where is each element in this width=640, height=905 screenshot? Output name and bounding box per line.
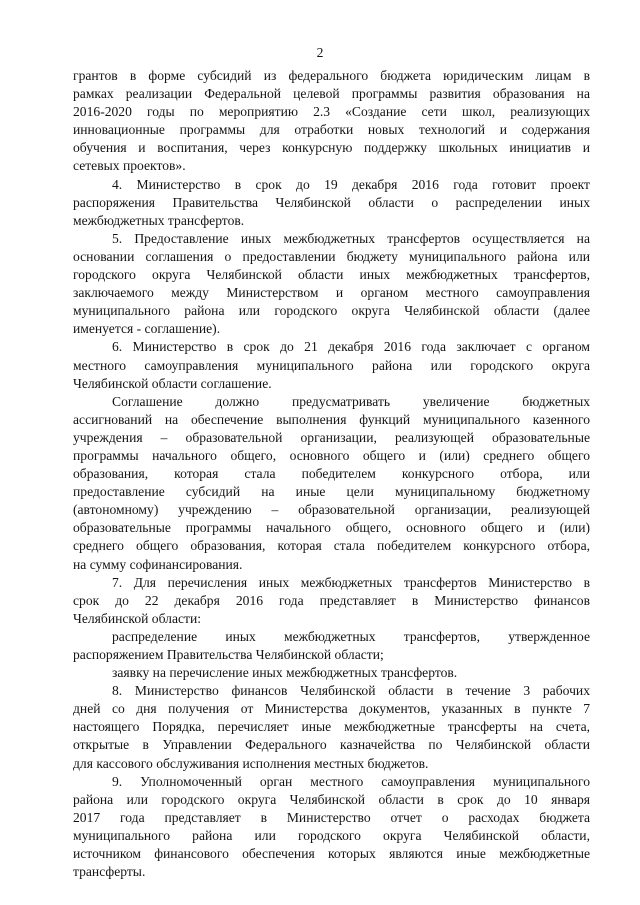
- text-line: (автономному) учреждению – образовательной организации, реализующей: [73, 502, 590, 518]
- text-line: программы начального общего, основного общего и (или) среднего общего: [73, 447, 590, 463]
- text-line: заявку на перечисление иных межбюджетных трансфертов.: [112, 665, 458, 681]
- text-line: инновационные программы для отработки новых технологий и содержания: [73, 122, 590, 138]
- text-line: открытые в Управлении Федерального казначейства по Челябинской области: [73, 737, 590, 753]
- text-line: настоящего Порядка, перечисляет иные межбюджетные трансферты на счета,: [73, 719, 590, 735]
- text-line: муниципального района или городского округа Челябинской области (далее: [73, 303, 590, 319]
- text-line: Челябинской области соглашение.: [73, 375, 272, 391]
- text-line: дней со дня получения от Министерства документов, указанных в пункте 7: [73, 701, 590, 717]
- text-line: распоряжением Правительства Челябинской области;: [73, 647, 384, 662]
- text-line: Челябинской области:: [73, 610, 202, 626]
- text-line: основании соглашения о предоставлении бюджету муниципального района или: [73, 248, 590, 264]
- text-line: образования, которая стала победителем конкурсного отбора, или: [73, 466, 590, 482]
- text-line: 7. Для перечисления иных межбюджетных трансфертов Министерство в: [112, 574, 590, 590]
- text-line: обучения и воспитания, через конкурсную поддержку школьных инициатив и: [73, 140, 590, 156]
- text-line: муниципального района или городского округа Челябинской области,: [73, 827, 590, 843]
- text-line: 5. Предоставление иных межбюджетных трансфертов осуществляется на: [112, 230, 590, 246]
- text-line: среднего общего образования, которая стала победителем конкурсного отбора,: [73, 538, 590, 554]
- text-line: рамках реализации Федеральной целевой программы развития образования на: [73, 86, 590, 102]
- text-line: Соглашение должно предусматривать увеличение бюджетных: [112, 393, 590, 409]
- text-line: трансферты.: [73, 864, 146, 880]
- text-line: на сумму софинансирования.: [73, 556, 243, 572]
- text-line: образовательные программы начального общего, основного общего и (или): [73, 520, 590, 536]
- text-line: 4. Министерство в срок до 19 декабря 2016 года готовит проект: [112, 176, 590, 192]
- text-line: источником финансового обеспечения которых являются иные межбюджетные: [73, 846, 590, 862]
- text-line: 8. Министерство финансов Челябинской области в течение 3 рабочих: [112, 683, 590, 699]
- text-line: 2017 года представляет в Министерство отчет о расходах бюджета: [73, 809, 590, 825]
- text-line: 9. Уполномоченный орган местного самоуправления муниципального: [112, 773, 590, 789]
- text-line: для кассового обслуживания исполнения местных бюджетов.: [73, 755, 429, 771]
- text-line: 6. Министерство в срок до 21 декабря 2016 года заключает с органом: [112, 339, 590, 355]
- text-line: грантов в форме субсидий из федерального бюджета юридическим лицам в: [73, 68, 590, 83]
- text-line: городского округа Челябинской области иных межбюджетных трансфертов,: [73, 267, 590, 283]
- text-line: местного самоуправления муниципального района или городского округа: [73, 357, 590, 373]
- text-line: распределение иных межбюджетных трансфертов, утвержденное: [112, 628, 590, 644]
- text-line: заключаемого между Министерством и органом местного самоуправления: [73, 285, 590, 301]
- text-line: предоставление субсидий на иные цели муниципальному бюджетному: [73, 484, 590, 500]
- text-line: 2016-2020 годы по мероприятию 2.3 «Создание сети школ, реализующих: [73, 104, 590, 120]
- text-line: именуется - соглашение).: [73, 321, 221, 337]
- text-line: ассигнований на обеспечение выполнения функций муниципального казенного: [73, 411, 590, 427]
- text-line: срок до 22 декабря 2016 года представляет в Министерство финансов: [73, 592, 590, 608]
- text-line: района или городского округа Челябинской области в срок до 10 января: [73, 791, 590, 807]
- text-line: распоряжения Правительства Челябинской области о распределении иных: [73, 194, 590, 210]
- text-line: сетевых проектов».: [73, 158, 186, 174]
- text-line: учреждения – образовательной организации, реализующей образовательные: [73, 429, 590, 445]
- text-line: межбюджетных трансфертов.: [73, 212, 245, 228]
- document-body: [73, 67, 590, 881]
- page-number: 2: [316, 45, 324, 60]
